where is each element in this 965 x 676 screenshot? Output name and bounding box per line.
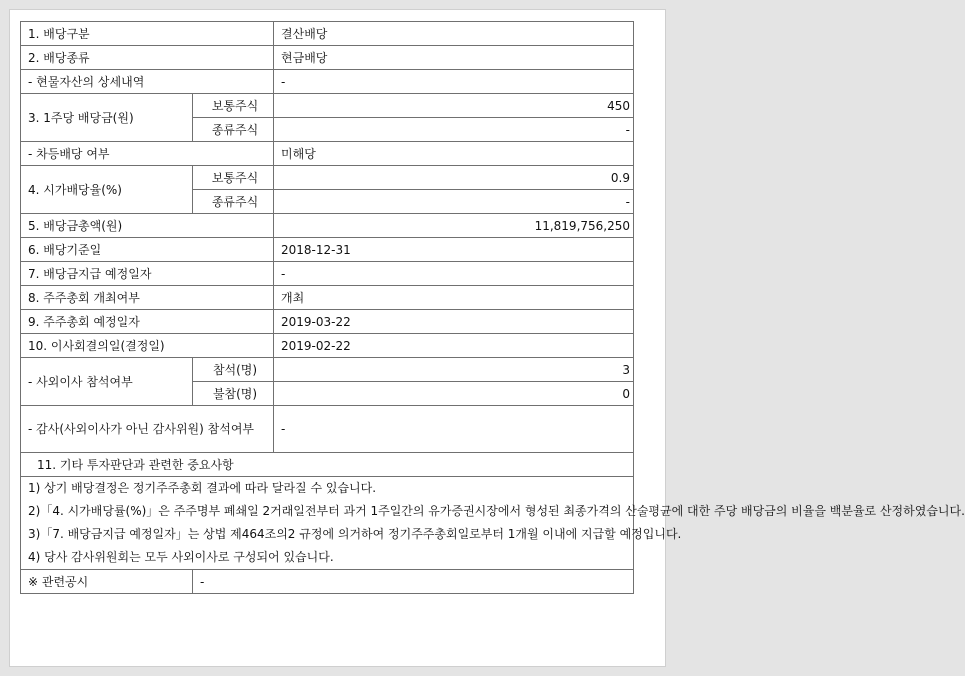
label-in-kind-detail: - 현물자산의 상세내역 xyxy=(21,70,274,94)
value-dps-common: 450 xyxy=(274,94,634,118)
row-in-kind-detail xyxy=(21,70,634,94)
value-yield-common: 0.9 xyxy=(274,166,634,190)
row-payment-date xyxy=(21,262,634,286)
value-record-date: 2018-12-31 xyxy=(274,238,634,262)
row-dividend-kind xyxy=(21,46,634,70)
row-auditors xyxy=(21,406,634,453)
value-agm-held: 개최 xyxy=(274,286,634,310)
dividend-disclosure-table xyxy=(20,21,965,594)
row-record-date xyxy=(21,238,634,262)
note-3: 3)「7. 배당금지급 예정일자」는 상법 제464조의2 규정에 의거하여 정기주주총회일로부터 1개월 이내에 지급할 예정입니다. xyxy=(28,527,682,541)
row-differential xyxy=(21,142,634,166)
label-outside-absent: 불참(명) xyxy=(193,382,274,406)
value-auditors: - xyxy=(274,406,634,453)
label-payment-date: 7. 배당금지급 예정일자 xyxy=(21,262,274,286)
row-dividend-type xyxy=(21,22,634,46)
row-dps-common xyxy=(21,94,634,118)
value-total: 11,819,756,250 xyxy=(274,214,634,238)
label-related: ※ 관련공시 xyxy=(21,570,193,594)
row-yield-common xyxy=(21,166,634,190)
label-outside-directors: - 사외이사 참석여부 xyxy=(21,358,193,406)
label-board-date: 10. 이사회결의일(결정일) xyxy=(21,334,274,358)
value-board-date: 2019-02-22 xyxy=(274,334,634,358)
label-dividend-type: 1. 배당구분 xyxy=(21,22,274,46)
row-board-date xyxy=(21,334,634,358)
value-yield-preferred: - xyxy=(274,190,634,214)
label-dps-preferred: 종류주식 xyxy=(193,118,274,142)
row-other-notes xyxy=(21,477,634,570)
note-2: 2)「4. 시가배당률(%)」은 주주명부 폐쇄일 2거래일전부터 과거 1주일간의 유가증권시장에서 형성된 최종가격의 산술평균에 대한 주당 배당금의 비율을 백분율로 산정하였습니다. xyxy=(28,504,965,518)
row-total xyxy=(21,214,634,238)
label-agm-date: 9. 주주총회 예정일자 xyxy=(21,310,274,334)
note-1: 1) 상기 배당결정은 정기주주총회 결과에 따라 달라질 수 있습니다. xyxy=(28,481,377,495)
label-auditors: - 감사(사외이사가 아닌 감사위원) 참석여부 xyxy=(21,406,274,453)
value-differential: 미해당 xyxy=(274,142,634,166)
value-dps-preferred: - xyxy=(274,118,634,142)
row-outside-present xyxy=(21,358,634,382)
other-notes xyxy=(21,477,965,570)
row-related xyxy=(21,570,634,594)
label-yield-common: 보통주식 xyxy=(193,166,274,190)
label-outside-present: 참석(명) xyxy=(193,358,274,382)
note-4: 4) 당사 감사위원회는 모두 사외이사로 구성되어 있습니다. xyxy=(28,550,334,564)
value-outside-present: 3 xyxy=(274,358,634,382)
label-yield-preferred: 종류주식 xyxy=(193,190,274,214)
label-dps-common: 보통주식 xyxy=(193,94,274,118)
row-agm-date xyxy=(21,310,634,334)
label-dps: 3. 1주당 배당금(원) xyxy=(21,94,193,142)
label-agm-held: 8. 주주총회 개최여부 xyxy=(21,286,274,310)
value-payment-date: - xyxy=(274,262,634,286)
value-related: - xyxy=(193,570,634,594)
label-dividend-kind: 2. 배당종류 xyxy=(21,46,274,70)
label-other: 11. 기타 투자판단과 관련한 중요사항 xyxy=(21,453,634,477)
label-total: 5. 배당금총액(원) xyxy=(21,214,274,238)
label-record-date: 6. 배당기준일 xyxy=(21,238,274,262)
row-other-header xyxy=(21,453,634,477)
value-outside-absent: 0 xyxy=(274,382,634,406)
label-differential: - 차등배당 여부 xyxy=(21,142,274,166)
value-dividend-type: 결산배당 xyxy=(274,22,634,46)
value-agm-date: 2019-03-22 xyxy=(274,310,634,334)
row-agm-held xyxy=(21,286,634,310)
value-dividend-kind: 현금배당 xyxy=(274,46,634,70)
value-in-kind-detail: - xyxy=(274,70,634,94)
label-yield: 4. 시가배당율(%) xyxy=(21,166,193,214)
